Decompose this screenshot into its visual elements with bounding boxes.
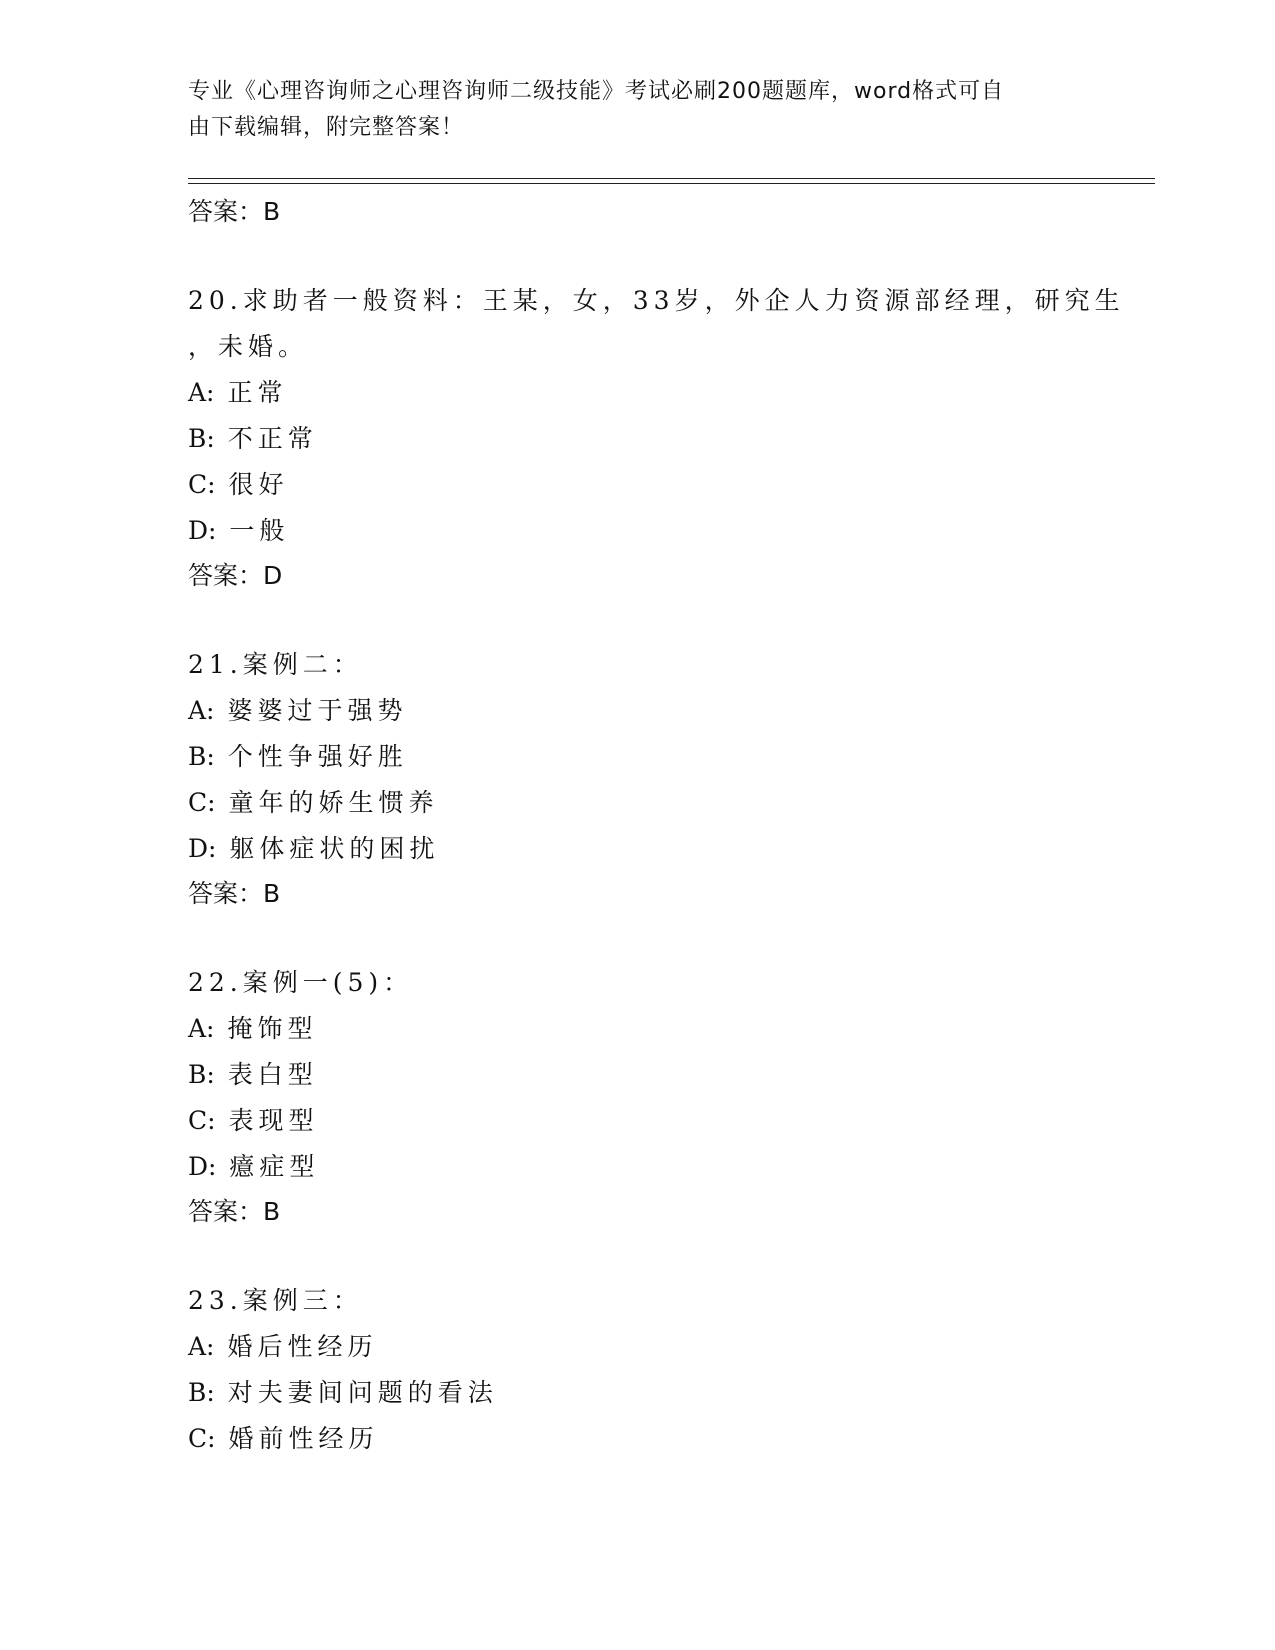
- option-a: [188, 688, 1148, 734]
- question-22: [188, 960, 1148, 1006]
- header-line-1: 专业《心理咨询师之心理咨询师二级技能》考试必刷200题题库，word格式可自: [188, 79, 1005, 104]
- option-text: 童年的娇生惯养: [228, 788, 439, 817]
- question-21: [188, 642, 1148, 688]
- option-letter: C:: [188, 788, 216, 817]
- header-divider-bottom: [188, 183, 1155, 184]
- option-d: [188, 826, 1148, 872]
- option-text: 婚前性经历: [228, 1424, 379, 1453]
- document-header: [188, 74, 1068, 146]
- spacer: [188, 598, 1148, 642]
- option-c: [188, 1098, 1148, 1144]
- option-letter: B:: [188, 742, 215, 771]
- option-letter: C:: [188, 1106, 216, 1135]
- header-line-2: 由下载编辑，附完整答案！: [188, 115, 465, 140]
- option-letter: A:: [188, 696, 215, 725]
- option-text: 一般: [229, 516, 290, 545]
- option-text: 表白型: [227, 1060, 318, 1089]
- question-20: [188, 278, 1148, 370]
- option-letter: D:: [188, 1152, 217, 1181]
- option-b: [188, 1052, 1148, 1098]
- option-b: [188, 416, 1148, 462]
- option-text: 对夫妻间问题的看法: [227, 1378, 498, 1407]
- option-letter: C:: [188, 1424, 216, 1453]
- option-letter: A:: [188, 1332, 215, 1361]
- option-text: 躯体症状的困扰: [229, 834, 440, 863]
- option-text: 癔症型: [229, 1152, 320, 1181]
- option-text: 表现型: [228, 1106, 319, 1135]
- option-letter: B:: [188, 1378, 215, 1407]
- answer-line: 答案：B: [188, 1197, 281, 1226]
- answer-line: 答案：B: [188, 197, 281, 226]
- option-c: [188, 462, 1148, 508]
- option-c: [188, 780, 1148, 826]
- question-text: 23.案例三：: [188, 1286, 363, 1315]
- option-letter: D:: [188, 516, 217, 545]
- option-letter: A:: [188, 1014, 215, 1043]
- option-text: 不正常: [227, 424, 318, 453]
- option-a: [188, 1324, 1148, 1370]
- option-c: [188, 1416, 1148, 1462]
- question-23: [188, 1278, 1148, 1324]
- spacer: [188, 1234, 1148, 1278]
- option-b: [188, 734, 1148, 780]
- question-text: 21.案例二：: [188, 650, 363, 679]
- header-divider-top: [188, 178, 1155, 179]
- answer-line: 答案：D: [188, 561, 283, 590]
- answer-line: 答案：B: [188, 879, 281, 908]
- option-text: 很好: [228, 470, 289, 499]
- option-text: 婆婆过于强势: [227, 696, 408, 725]
- spacer: [188, 234, 1148, 278]
- option-d: [188, 1144, 1148, 1190]
- question-list: [188, 190, 1148, 1462]
- option-text: 婚后性经历: [227, 1332, 378, 1361]
- option-a: [188, 370, 1148, 416]
- option-letter: C:: [188, 470, 216, 499]
- option-text: 正常: [227, 378, 288, 407]
- option-letter: D:: [188, 834, 217, 863]
- spacer: [188, 916, 1148, 960]
- option-letter: B:: [188, 424, 215, 453]
- option-text: 掩饰型: [227, 1014, 318, 1043]
- option-a: [188, 1006, 1148, 1052]
- question-text: 22.案例一(5)：: [188, 968, 414, 997]
- option-text: 个性争强好胜: [227, 742, 408, 771]
- option-letter: A:: [188, 378, 215, 407]
- option-b: [188, 1370, 1148, 1416]
- option-d: [188, 508, 1148, 554]
- option-letter: B:: [188, 1060, 215, 1089]
- question-text-continued: ，未婚。: [188, 332, 309, 361]
- question-text: 20.求助者一般资料：王某，女，33岁，外企人力资源部经理，研究生: [188, 286, 1125, 315]
